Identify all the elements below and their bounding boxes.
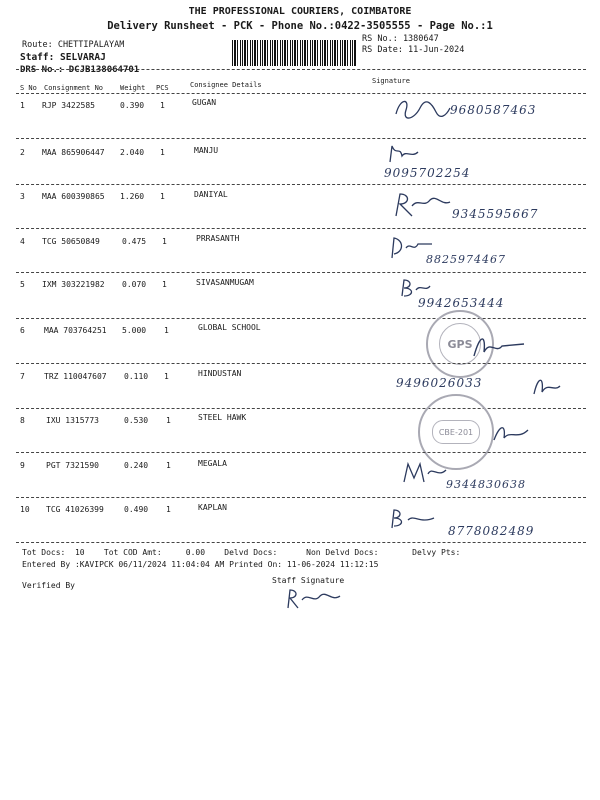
- row-consignee: MEGALA: [198, 459, 227, 468]
- signature-phone: 9345595667: [452, 207, 539, 221]
- row-consignee: GLOBAL SCHOOL: [198, 323, 261, 332]
- row-pcs: 1: [166, 505, 171, 514]
- row-weight: 0.475: [122, 237, 147, 246]
- divider: [16, 408, 586, 409]
- divider: [16, 318, 586, 319]
- totals-line: Tot Docs: 10 Tot COD Amt: 0.00 Delvd Docs: Non Delvd Docs: Delvy Pts:: [22, 548, 461, 557]
- row-weight: 0.490: [124, 505, 149, 514]
- row-sno: 9: [20, 461, 25, 470]
- row-sno: 10: [20, 505, 30, 514]
- divider: [16, 184, 586, 185]
- signature: [386, 142, 420, 166]
- row-pcs: 1: [164, 326, 169, 335]
- row-consignee: STEEL HAWK: [198, 413, 247, 422]
- row-pcs: 1: [160, 101, 165, 110]
- divider: [16, 363, 586, 364]
- row-sno: 7: [20, 372, 25, 381]
- row-consignment: IXM 303221982: [42, 280, 105, 289]
- row-sno: 4: [20, 237, 25, 246]
- row-pcs: 1: [164, 372, 169, 381]
- divider: [16, 228, 586, 229]
- row-consignee: MANJU: [194, 146, 219, 155]
- signature-phone: 8778082489: [448, 524, 535, 538]
- col-weight: Weight: [120, 84, 146, 92]
- signature: [398, 276, 432, 298]
- row-weight: 0.070: [122, 280, 147, 289]
- verified-by: Verified By: [22, 581, 75, 590]
- signature-phone: 9942653444: [418, 296, 505, 310]
- row-consignee: PRRASANTH: [196, 234, 240, 243]
- divider: [16, 93, 586, 94]
- row-consignee: GUGAN: [192, 98, 217, 107]
- col-sno: S No: [20, 84, 37, 92]
- col-consignee: Consignee Details: [190, 81, 262, 89]
- signature-phone: 9344830638: [446, 478, 526, 491]
- barcode: [232, 40, 356, 66]
- signature-phone: 9095702254: [384, 166, 471, 180]
- col-pcs: PCS: [156, 84, 169, 92]
- entered-by: Entered By :KAVIPCK 06/11/2024 11:04:04 AM Printed On: 11-06-2024 11:12:15: [22, 560, 379, 569]
- row-consignee: SIVASANMUGAM: [196, 278, 254, 287]
- signature: [388, 506, 438, 530]
- row-consignee: DANIYAL: [194, 190, 228, 199]
- row-weight: 1.260: [120, 192, 145, 201]
- divider: [16, 272, 586, 273]
- row-consignment: MAA 865906447: [42, 148, 105, 157]
- staff-signature-label: Staff Signature: [272, 576, 345, 585]
- row-weight: 0.390: [120, 101, 145, 110]
- row-pcs: 1: [162, 237, 167, 246]
- row-consignee: HINDUSTAN: [198, 369, 242, 378]
- row-pcs: 1: [166, 416, 171, 425]
- signature-phone: 9496026033: [396, 376, 483, 390]
- row-weight: 0.110: [124, 372, 149, 381]
- row-weight: 0.530: [124, 416, 149, 425]
- divider: [16, 452, 586, 453]
- route-label: Route: CHETTIPALAYAM: [22, 40, 125, 50]
- gps-stamp-text: GPS: [439, 323, 481, 365]
- row-sno: 6: [20, 326, 25, 335]
- signature: [400, 458, 448, 486]
- row-consignment: MAA 600390865: [42, 192, 105, 201]
- staff-signature: [284, 586, 344, 612]
- signature-phone: 8825974467: [426, 253, 506, 266]
- row-pcs: 1: [160, 192, 165, 201]
- divider: [16, 542, 586, 543]
- row-sno: 5: [20, 280, 25, 289]
- row-sno: 8: [20, 416, 25, 425]
- row-pcs: 1: [162, 280, 167, 289]
- row-sno: 2: [20, 148, 25, 157]
- col-consignment: Consignment No: [44, 84, 104, 92]
- divider: [16, 138, 586, 139]
- row-weight: 5.000: [122, 326, 147, 335]
- row-pcs: 1: [166, 461, 171, 470]
- drs-number: DRS No.: DCJB138064701: [20, 65, 140, 75]
- row-weight: 2.040: [120, 148, 145, 157]
- row-consignment: TCG 50650849: [42, 237, 100, 246]
- row-consignment: IXU 1315773: [46, 416, 99, 425]
- row-sno: 1: [20, 101, 25, 110]
- company-title: THE PROFESSIONAL COURIERS, COIMBATORE: [188, 6, 412, 17]
- row-consignee: KAPLAN: [198, 503, 227, 512]
- row-consignment: TRZ 110047607: [44, 372, 107, 381]
- row-consignment: PGT 7321590: [46, 461, 99, 470]
- divider: [16, 69, 586, 70]
- row-sno: 3: [20, 192, 25, 201]
- divider: [16, 497, 586, 498]
- staff-label: Staff: SELVARAJ: [20, 52, 106, 63]
- rs-number: RS No.: 1380647: [362, 34, 439, 44]
- signature: [490, 418, 532, 444]
- signature: [530, 372, 564, 396]
- row-consignment: MAA 703764251: [44, 326, 107, 335]
- signature: [470, 330, 526, 360]
- row-pcs: 1: [160, 148, 165, 157]
- signature-phone: 9680587463: [450, 103, 537, 117]
- cbe-stamp-text: CBE-201: [432, 420, 480, 444]
- row-consignment: TCG 41026399: [46, 505, 104, 514]
- rs-date: RS Date: 11-Jun-2024: [362, 45, 465, 55]
- row-weight: 0.240: [124, 461, 149, 470]
- runsheet-subtitle: Delivery Runsheet - PCK - Phone No.:0422-3505555 - Page No.:1: [107, 20, 493, 32]
- signature: [392, 96, 452, 122]
- row-consignment: RJP 3422585: [42, 101, 95, 110]
- col-signature: Signature: [372, 77, 410, 85]
- signature: [392, 190, 452, 218]
